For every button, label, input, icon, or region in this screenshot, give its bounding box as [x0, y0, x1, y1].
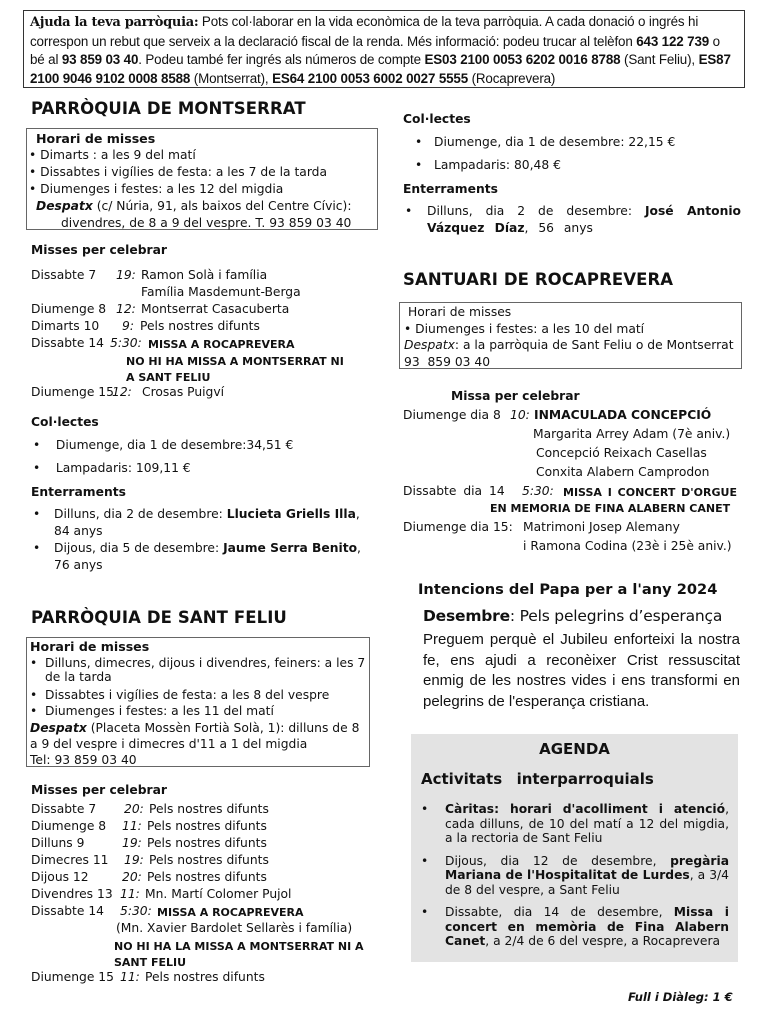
donation-text: Pots col·laborar en la vida econòmica de la teva parròquia. A cada donació o ingrés hi correspon un rebut que serveix a la declaració fiscal de la renda. Més informació: podeu trucar al telèfon	[30, 14, 699, 49]
rocaprevera-title: SANTUARI DE ROCAPREVERA	[403, 270, 674, 289]
mass-intention: Crosas Puigví	[142, 385, 225, 399]
collection-item: • Diumenge, dia 1 de desembre:34,51 €	[33, 438, 294, 452]
montserrat-collections-title: Col·lectes	[31, 415, 99, 429]
mass-intention: Montserrat Casacuberta	[141, 302, 290, 316]
pope-intentions-subtitle: Desembre: Pels pelegrins d’esperança	[423, 607, 723, 625]
mass-time: 19:	[122, 836, 142, 850]
mass-time: 5:30:	[522, 484, 554, 498]
account-sant-feliu: ES03 2100 0053 6202 0016 8788	[424, 52, 621, 67]
mass-row: Dissabte 14	[31, 904, 104, 918]
funeral-item: • Dilluns, dia 2 de desembre: José Antonio Vázquez Díaz, 56 anys	[405, 204, 741, 235]
mass-intention: Família Masdemunt-Berga	[141, 285, 301, 299]
agenda-item: • Dissabte, dia 14 de desembre, Missa i concert en memòria de Fina Alabern Canet, a 2/4 de 6 del vespre, a Rocaprevera	[421, 905, 729, 948]
collection-item: • Diumenge, dia 1 de desembre: 22,15 €	[415, 135, 676, 149]
mass-row: Dissabte 7	[31, 802, 97, 816]
office-phone: Tel: 93 859 03 40	[30, 752, 137, 767]
rocaprevera-masses-title: Missa per celebrar	[451, 389, 580, 403]
mass-row: Dimarts 10	[31, 319, 100, 333]
mass-intention: Pels nostres difunts	[140, 319, 260, 333]
agenda-title: AGENDA	[539, 740, 610, 758]
schedule-item: • Diumenges i festes: a les 10 del matí	[404, 321, 645, 336]
account-label: (Sant Feliu),	[620, 52, 695, 67]
mass-row: Dilluns 9	[31, 836, 85, 850]
schedule-item: • Diumenges i festes: a les 12 del migdia	[29, 182, 284, 196]
schedule-title: Horari de misses	[408, 305, 512, 319]
sant-feliu-masses-title: Misses per celebrar	[31, 783, 167, 797]
mass-time: 11:	[120, 887, 140, 901]
mass-time: 20:	[122, 870, 142, 884]
mass-intention: Pels nostres difunts	[149, 853, 269, 867]
mass-time: 11:	[122, 819, 142, 833]
mass-time: 12:	[112, 385, 132, 399]
montserrat-right-funerals-title: Enterraments	[403, 182, 498, 196]
mass-notice: NO HI HA MISSA A MONTSERRAT NI	[126, 355, 344, 368]
agenda-item: • Càritas: horari d'acolliment i atenció, cada dilluns, de 10 del matí a 12 del migdia, a la rectoria de Sant Feliu	[421, 802, 729, 845]
mass-time: 10:	[510, 408, 530, 422]
account-label: (Rocaprevera)	[468, 70, 556, 86]
pope-intentions-text: Preguem perquè el Jubileu enforteixi la nostra fe, ens ajudi a reconèixer Crist ressuscitat enmig de les nostres vides i ens transformi en pelegrins de l'esperança cristiana.	[423, 631, 740, 710]
mass-time: 19:	[116, 268, 136, 282]
mass-row: Divendres 13	[31, 887, 113, 901]
mass-notice: NO HI HA LA MISSA A MONTSERRAT NI A	[114, 940, 364, 953]
agenda-subtitle: Activitats interparroquials	[421, 770, 654, 788]
donation-lead: Ajuda la teva parròquia:	[30, 15, 199, 30]
sant-feliu-schedule-box	[26, 637, 370, 767]
montserrat-funerals-title: Enterraments	[31, 485, 126, 499]
schedule-item: • Dilluns, dimecres, dijous i divendres, feiners: a les 7 de la tarda	[30, 655, 366, 684]
mass-row: Diumenge dia 8	[403, 408, 501, 422]
mass-notice: SANT FELIU	[114, 956, 187, 969]
mass-time: 5:30:	[110, 336, 142, 350]
mass-intention: Pels nostres difunts	[147, 836, 267, 850]
mass-intention: Pels nostres difunts	[145, 970, 265, 984]
mass-notice: INMACULADA CONCEPCIÓ	[534, 408, 712, 422]
schedule-item: • Dissabtes i vigílies de festa: a les 7 de la tarda	[29, 165, 328, 179]
office-info: Despatx (c/ Núria, 91, als baixos del Centre Cívic):	[36, 199, 352, 213]
donation-info-box	[23, 10, 745, 88]
donation-text: . Podeu també fer ingrés als números de compte	[138, 52, 425, 67]
mass-notice: EN MEMORIA DE FINA ALABERN CANET	[490, 502, 731, 515]
mass-intention: Pels nostres difunts	[147, 870, 267, 884]
office-hours: divendres, de 8 a 9 del vespre. T. 93 859 03 40	[61, 216, 352, 230]
montserrat-masses-title: Misses per celebrar	[31, 243, 167, 257]
mass-intention: Pels nostres difunts	[147, 819, 267, 833]
mass-time: 11:	[120, 970, 140, 984]
mass-intention: Pels nostres difunts	[149, 802, 269, 816]
pope-intentions-title: Intencions del Papa per a l'any 2024	[418, 581, 718, 598]
mass-intention: i Ramona Codina (23è i 25è aniv.)	[523, 539, 732, 553]
phone-2: 93 859 03 40	[61, 52, 139, 67]
mass-notice: MISSA I CONCERT D'ORGUE	[563, 486, 737, 499]
agenda-box	[411, 734, 738, 962]
mass-intention: Concepció Reixach Casellas	[536, 446, 707, 460]
montserrat-title: PARRÒQUIA DE MONTSERRAT	[31, 99, 306, 118]
montserrat-right-collections-title: Col·lectes	[403, 112, 471, 126]
sant-feliu-title: PARRÒQUIA DE SANT FELIU	[31, 608, 287, 627]
collection-item: • Lampadaris: 109,11 €	[33, 461, 191, 475]
funeral-item: • Dijous, dia 5 de desembre: Jaume Serra Benito, 76 anys	[33, 541, 361, 572]
mass-intention: Mn. Martí Colomer Pujol	[145, 887, 292, 901]
mass-notice: MISSA A ROCAPREVERA	[157, 906, 304, 919]
funeral-item: • Dilluns, dia 2 de desembre: Llucieta Griells Illa, 84 anys	[33, 507, 360, 538]
mass-intention: Ramon Solà i família	[141, 268, 268, 282]
montserrat-schedule-box	[26, 128, 378, 230]
mass-time: 9:	[122, 319, 134, 333]
mass-intention: Matrimoni Josep Alemany	[523, 520, 680, 534]
phone-1: 643 122 739	[636, 33, 710, 49]
mass-time: 20:	[124, 802, 144, 816]
mass-row: Dijous 12	[31, 870, 89, 884]
mass-row: Dissabte dia 14	[403, 484, 505, 498]
mass-row: Dissabte 14	[31, 336, 104, 350]
office-info: Despatx: a la parròquia de Sant Feliu o de Montserrat	[404, 338, 734, 352]
mass-row: Diumenge 8	[31, 302, 107, 316]
collection-item: • Lampadaris: 80,48 €	[415, 158, 561, 172]
mass-row: Diumenge 15	[31, 970, 114, 984]
schedule-item: • Dimarts : a les 9 del matí	[29, 148, 196, 162]
account-label: (Montserrat),	[190, 70, 273, 86]
schedule-title: Horari de misses	[30, 639, 150, 654]
mass-intention: Margarita Arrey Adam (7è aniv.)	[533, 427, 731, 441]
mass-time: 5:30:	[120, 904, 152, 918]
schedule-item: • Diumenges i festes: a les 11 del matí	[30, 704, 274, 718]
mass-intention: (Mn. Xavier Bardolet Sellarès i família)	[116, 921, 353, 935]
donation-text: o bé al	[30, 33, 720, 67]
mass-time: 12:	[116, 302, 136, 316]
rocaprevera-schedule-box	[399, 302, 742, 369]
mass-row: Dimecres 11	[31, 853, 109, 867]
office-phone: 93 859 03 40	[404, 354, 491, 369]
schedule-item: • Dissabtes i vigílies de festa: a les 8 del vespre	[30, 687, 330, 702]
mass-row: Diumenge 8	[31, 819, 107, 833]
mass-notice: A SANT FELIU	[126, 371, 211, 384]
mass-row: Diumenge 15	[31, 385, 114, 399]
mass-row: Dissabte 7	[31, 268, 97, 282]
account-rocaprevera: ES64 2100 0053 6002 0027 5555	[272, 70, 469, 86]
footer-price: Full i Diàleg: 1 €	[628, 990, 733, 1004]
mass-intention: Conxita Alabern Camprodon	[536, 465, 710, 479]
office-info: Despatx (Placeta Mossèn Fortià Solà, 1): dilluns de 8 a 9 del vespre i dimecres d'11 a 1 del migdia	[30, 720, 360, 751]
account-montserrat: ES87 2100 9046 9102 0008 8588	[30, 52, 731, 86]
schedule-title: Horari de misses	[36, 131, 156, 146]
mass-row: Diumenge dia 15:	[403, 520, 513, 534]
mass-notice: MISSA A ROCAPREVERA	[148, 338, 295, 351]
mass-time: 19:	[124, 853, 144, 867]
agenda-item: • Dijous, dia 12 de desembre, pregària Mariana de l'Hospitalitat de Lurdes, a 3/4 de 8 del vespre, a Sant Feliu	[421, 853, 729, 897]
